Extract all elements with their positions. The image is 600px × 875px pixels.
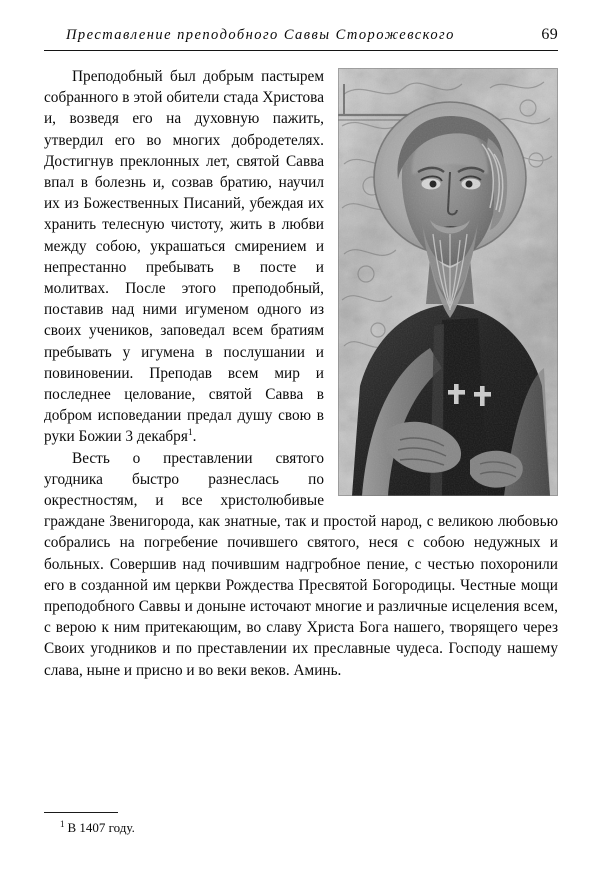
footnote-text: В 1407 году.	[67, 820, 135, 835]
saint-icon-image	[338, 68, 558, 496]
header-divider-rule	[44, 50, 558, 51]
paragraph-1-text: Преподобный был добрым пастырем собранного в этой обители стада Христова и, возведя его на духовную пажить, утвердил его во многих добродетелях. Достигнув преклонных лет, святой Савва впал в болезнь и, созвав братию, научил их из Божественных Писаний, убеждая их хранить телесную чистоту, жить в любви между собою, украшаться смирением и непрестанно пребывать в посте и молитвах. После этого преподобный, поставив над ними игуменом одного из своих учеников, заповедал всем братиям пребывать у игумена в послушании и повиновении. Преподав всем мир и последнее целование, святой Савва в добром исповедании предал душу свою в руки Божии 3 декабря	[44, 68, 324, 446]
running-head-title: Преставление преподобного Саввы Сторожевского	[66, 27, 455, 43]
footnote-marker: 1	[60, 818, 65, 829]
paragraph-2: Весть о преставлении святого угодника быстро разнеслась по окрестностям, и все христолюбивые граждане Звенигорода, как знатные, так и простой народ, с великою любовью собрались на погребение почившего святого, неся с собою недужных и больных. Совершив над почившим надгробное пение, с честью похоронили его в созданной им церкви Рождества Пресвятой Богородицы. Честные мощи преподобного Саввы и доныне источают многие и различные исцеления всем, с верою к ним притекающим, во славу Христа Бога нашего, творящего через Своих угодников и по преставлении их преславные чудеса. Господу нашему слава, ныне и присно и во веки веков. Аминь.	[44, 449, 558, 679]
illustration-figure	[338, 68, 558, 496]
footnote-separator-rule	[44, 812, 118, 813]
paragraph-1-tail: .	[192, 428, 197, 446]
icon-photograph	[338, 68, 558, 496]
footnote-block	[44, 819, 444, 836]
footnote-reference[interactable]: 1	[187, 428, 193, 439]
running-head	[44, 26, 558, 50]
body-text-block	[44, 66, 558, 681]
page-number: 69	[541, 26, 558, 43]
